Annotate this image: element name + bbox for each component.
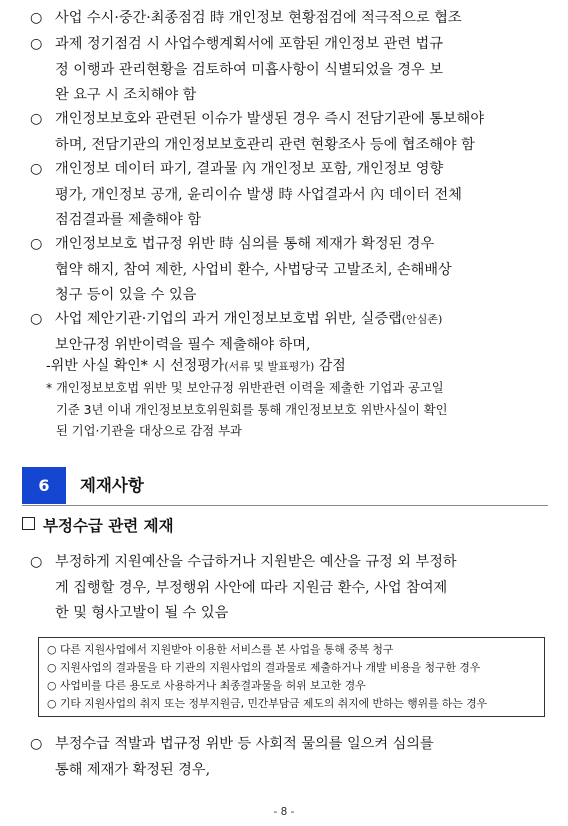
square-bullet-icon [22,517,35,530]
boxed-list [38,637,545,717]
bullet-mark: ○ [47,679,57,692]
bullet-item [30,107,550,158]
bullet-line: 협약 해지, 참여 제한, 사업비 환수, 사법당국 고발조치, 손해배상 [55,261,452,278]
bullet-item [30,157,550,234]
section-header [22,467,548,506]
bullet-line: 게 집행할 경우, 부정행위 사안에 따라 지원금 환수, 사업 참여제 [55,579,448,596]
bullet-line: 사업 수시·중간·최종점검 時 개인정보 현황점검에 적극적으로 협조 [55,10,462,26]
boxed-list-item [47,677,538,695]
bullet-mark: ○ [30,161,43,177]
dash-item-small: (서류 및 발표평가) [224,360,315,373]
note-line: 개인정보보호법 위반 및 보안규정 위반관련 이력을 제출한 기업과 공고일 [56,381,444,395]
bullet-item [30,232,550,309]
bullet-line [55,307,550,333]
boxed-list-text: 사업비를 다른 용도로 사용하거나 최종결과물을 허위 보고한 경우 [60,679,366,692]
bullet-line: 완 요구 시 조치해야 함 [55,87,197,103]
footnote [46,378,552,443]
bullet-line: 청구 등이 있을 수 있음 [55,287,197,303]
bullet-line: 부정하게 지원예산을 수급하거나 지원받은 예산을 규정 외 부정하 [55,554,457,570]
bullet-mark: ○ [47,661,57,674]
bullet-line: 정 이행과 관리현황을 검토하여 미흡사항이 식별되었을 경우 보 [55,61,443,78]
bullet-mark: ○ [47,697,57,710]
dash-item [46,354,546,379]
boxed-list-text: 다른 지원사업에서 지원받아 이용한 서비스를 본 사업을 통해 중복 청구 [60,643,394,656]
section-title: 제재사항 [80,476,144,495]
bullet-line: 하며, 전담기관의 개인정보보호관리 관련 현황조사 등에 협조해야 함 [55,136,475,153]
bullet-line: 개인정보보호와 관련된 이슈가 발생된 경우 즉시 전담기관에 통보해야 [55,111,485,127]
bullet-item [30,32,550,109]
bullet-mark: ○ [30,554,43,570]
bullet-mark: ○ [30,36,43,52]
section-number-badge: 6 [22,467,66,504]
bullet-item [30,307,550,358]
bullet-mark: ○ [30,736,43,752]
bullet-mark: ○ [47,643,57,656]
subsection-title [22,515,174,537]
note-line: 기준 3년 이내 개인정보보호위원회를 통해 개인정보보호 위반사실이 확인 [56,402,448,417]
bullet-line-main: 사업 제안기관·기업의 과거 개인정보보호법 위반, 실증랩 [55,311,402,327]
bullet-item [30,6,550,32]
bullet-line: 한 및 형사고발이 될 수 있음 [55,605,229,621]
bullet-line: 과제 정기점검 시 사업수행계획서에 포함된 개인정보 관련 법규 [55,36,443,52]
note-mark: * [46,381,53,395]
boxed-list-text: 기타 지원사업의 취지 또는 정부지원금, 민간부담금 제도의 취지에 반하는 행위를 하는 경우 [60,697,488,710]
bullet-line: 개인정보보호 법규정 위반 時 심의를 통해 제재가 확정된 경우 [55,236,435,252]
boxed-list-text: 지원사업의 결과물을 타 기관의 지원사업의 결과물로 제출하거나 개발 비용을 청구한 경우 [60,661,481,674]
bullet-mark: ○ [30,236,43,252]
bullet-line: 평가, 개인정보 공개, 윤리이슈 발생 時 사업결과서 內 데이터 전체 [55,186,462,203]
bullet-mark: ○ [30,111,43,127]
bullet-item [30,732,550,783]
dash-mark: - [46,358,51,374]
dash-item-main: 위반 사실 확인* 시 선정평가 [50,358,225,374]
bullet-line: 보안규정 위반이력을 필수 제출해야 하며, [55,336,311,353]
bullet-line-small: (안심존) [401,313,443,326]
bullet-line: 부정수급 적발과 법규정 위반 등 사회적 물의를 일으켜 심의를 [55,736,434,752]
bullet-mark: ○ [30,10,43,26]
note-line: 된 기업·기관을 대상으로 감점 부과 [56,424,242,438]
bullet-line: 통해 제재가 확정된 경우, [55,761,211,778]
boxed-list-item [47,641,538,659]
subsection-title-text: 부정수급 관련 제재 [43,517,174,535]
boxed-list-item [47,659,538,677]
boxed-list-item [47,695,538,713]
dash-item-tail: 감점 [314,358,346,374]
bullet-mark: ○ [30,311,43,327]
bullet-line: 개인정보 데이터 파기, 결과물 內 개인정보 포함, 개인정보 영향 [55,161,444,177]
page-number: - 8 - [273,806,295,818]
bullet-item [30,550,550,627]
bullet-line: 점검결과를 제출해야 함 [55,212,202,228]
